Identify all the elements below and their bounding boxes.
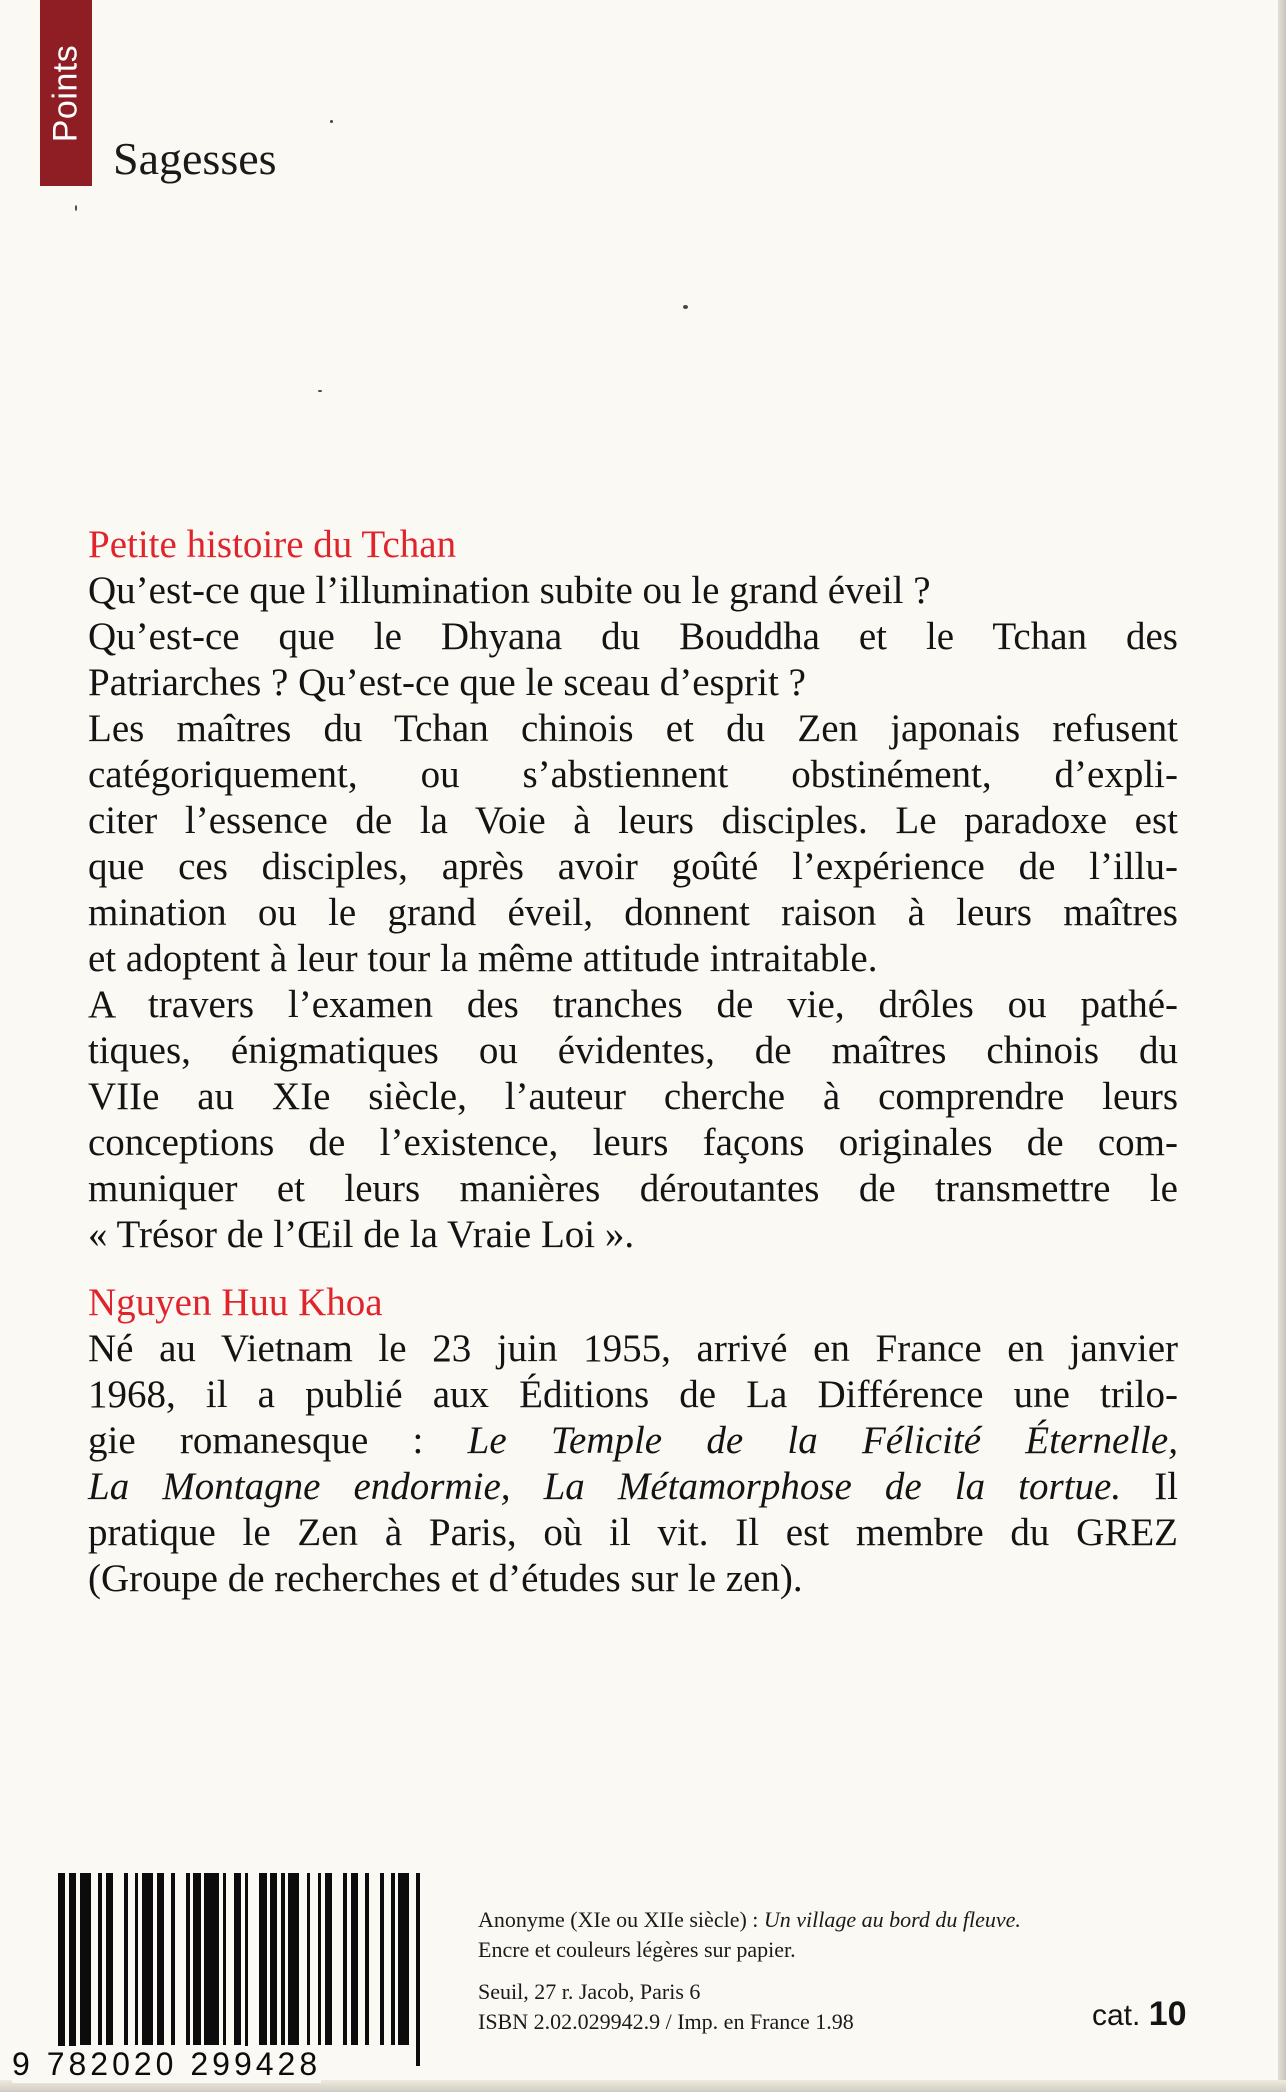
text-line: conceptions de l’existence, leurs façons originales de com- <box>88 1121 1178 1164</box>
barcode-space <box>384 1873 391 2045</box>
text-line: mination ou le grand éveil, donnent raison à leurs maîtres <box>88 891 1178 934</box>
publisher-address: Seuil, 27 r. Jacob, Paris 6 <box>478 1979 701 2004</box>
barcode-space <box>248 1873 259 2066</box>
cover-credit-medium: Encre et couleurs légères sur papier. <box>478 1937 796 1962</box>
page-edge-right <box>1278 0 1286 2092</box>
barcode-space <box>420 1873 427 2066</box>
text-line: catégoriquement, ou s’abstiennent obstinément, d’expli- <box>88 753 1178 796</box>
book-titles-2-3: La Montagne endormie, La Métamorphose de la tortue. <box>88 1465 1122 1508</box>
credits-gap <box>478 1965 1138 1977</box>
text-line: Les maîtres du Tchan chinois et du Zen japonais refusent <box>88 707 1178 750</box>
text-line: VIIe au XIe siècle, l’auteur cherche à comprendre leurs <box>88 1075 1178 1118</box>
text-line: pratique le Zen à Paris, où il vit. Il est membre du GREZ <box>88 1511 1178 1554</box>
barcode-bar <box>259 1873 266 2045</box>
text-line: A travers l’examen des tranches de vie, drôles ou pathé- <box>88 983 1178 1026</box>
print-speck <box>683 305 688 309</box>
series-title: Sagesses <box>113 133 277 184</box>
text-line: tiques, énigmatiques ou évidentes, de maîtres chinois du <box>88 1029 1178 1072</box>
barcode-bar <box>351 1873 358 2045</box>
text-fragment: Il <box>1154 1465 1179 1508</box>
collection-tab <box>40 0 92 186</box>
text-line-mixed <box>88 1464 1178 1510</box>
text-line: Qu’est-ce que le Dhyana du Bouddha et le Tchan des <box>88 615 1178 658</box>
text-line: citer l’essence de la Voie à leurs disciples. Le paradoxe est <box>88 799 1178 842</box>
cover-credit-title: Un village au bord du fleuve. <box>763 1907 1021 1932</box>
text-line-mixed <box>88 1418 1178 1464</box>
print-speck <box>330 120 333 123</box>
barcode-space <box>113 1873 124 2045</box>
barcode-space <box>175 1873 186 2045</box>
barcode-bar <box>270 1873 277 2045</box>
print-speck <box>318 390 322 392</box>
barcode-space <box>409 1873 416 2066</box>
isbn-line: ISBN 2.02.029942.9 / Imp. en France 1.98 <box>478 2009 854 2034</box>
section-title-tchan: Petite histoire du Tchan <box>88 523 457 566</box>
barcode-bar <box>288 1873 299 2045</box>
text-line: Né au Vietnam le 23 juin 1955, arrivé en France en janvier <box>88 1327 1178 1370</box>
section-body-tchan <box>88 568 1178 1258</box>
barcode-bar <box>106 1873 113 2045</box>
barcode-bar <box>204 1873 219 2045</box>
barcode-bars <box>58 1873 428 2045</box>
barcode-space <box>332 1873 343 2045</box>
barcode-space <box>128 1873 135 2045</box>
book-title-1: Le Temple de la Félicité Éternelle, <box>467 1419 1178 1462</box>
text-line: et adoptent à leur tour la même attitude intraitable. <box>88 937 878 980</box>
isbn-barcode <box>0 1868 440 2082</box>
cover-credits <box>478 1905 1141 2037</box>
print-speck <box>75 205 77 211</box>
barcode-space <box>164 1873 171 2045</box>
text-line: 1968, il a publié aux Éditions de La Différence une trilo- <box>88 1373 1178 1416</box>
barcode-space <box>310 1873 317 2045</box>
text-line: Qu’est-ce que l’illumination subite ou le grand éveil ? <box>88 569 931 612</box>
text-line: (Groupe de recherches et d’études sur le zen). <box>88 1557 803 1600</box>
barcode-space <box>299 1873 306 2045</box>
barcode-bar <box>398 1873 409 2045</box>
collection-label: Points <box>46 44 85 142</box>
barcode-bar <box>234 1873 241 2045</box>
barcode-bar <box>69 1873 76 2066</box>
text-fragment: gie romanesque : <box>88 1419 424 1462</box>
section-gap <box>88 1258 1178 1280</box>
barcode-space <box>369 1873 380 2045</box>
barcode-bar <box>142 1873 153 2045</box>
cat-label: cat. <box>1092 1999 1141 2032</box>
barcode-bar <box>157 1873 164 2045</box>
barcode-digits: 9 782020 299428 <box>12 2046 322 2082</box>
cat-value: 10 <box>1148 1995 1187 2033</box>
section-title-author: Nguyen Huu Khoa <box>88 1281 383 1324</box>
text-line: muniquer et leurs manières déroutantes de transmettre le <box>88 1167 1178 1210</box>
barcode-bar <box>58 1873 65 2066</box>
barcode-space <box>226 1873 233 2045</box>
catalog-category <box>1092 1995 1187 2034</box>
text-line: que ces disciples, après avoir goûté l’expérience de l’illu- <box>88 845 1178 888</box>
cover-credit-line <box>478 1905 1138 1935</box>
section-body-author <box>88 1326 1178 1602</box>
barcode-bar <box>325 1873 332 2045</box>
barcode-space <box>358 1873 365 2045</box>
barcode-bar <box>193 1873 200 2045</box>
text-line: Patriarches ? Qu’est-ce que le sceau d’esprit ? <box>88 661 806 704</box>
back-cover-text <box>88 522 1178 1602</box>
barcode-bar <box>80 1873 91 2045</box>
cover-credit-author: Anonyme (XIe ou XIIe siècle) : <box>478 1907 759 1932</box>
barcode-space <box>91 1873 98 2045</box>
text-line: « Trésor de l’Œil de la Vraie Loi ». <box>88 1213 635 1256</box>
